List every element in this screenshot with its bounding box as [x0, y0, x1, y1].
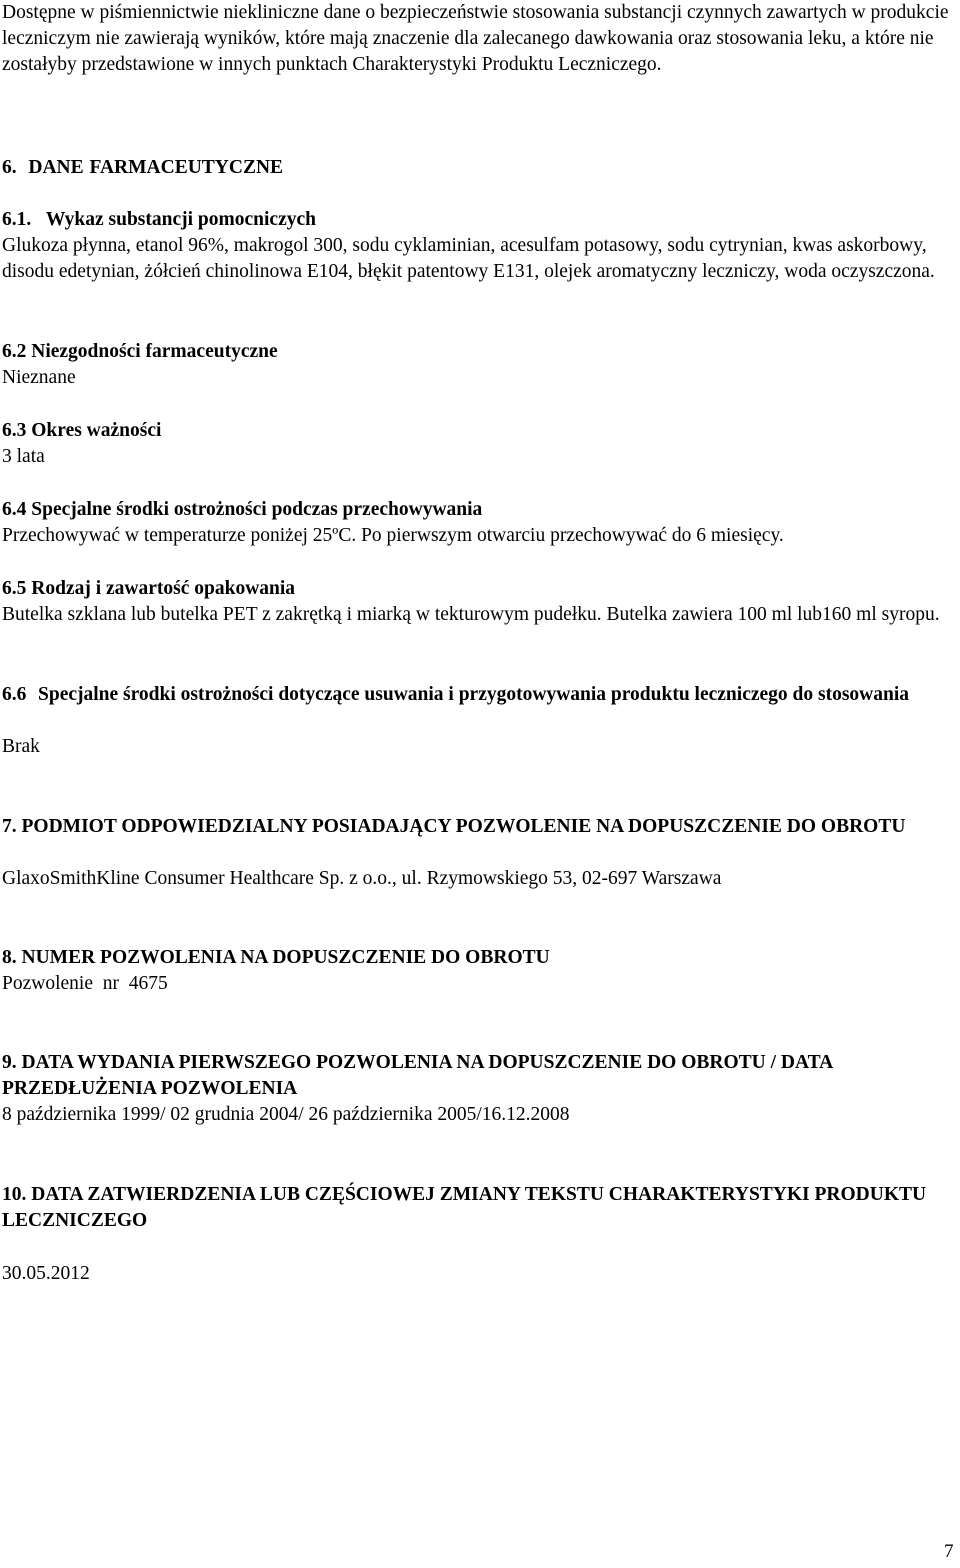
section-6-5-heading: 6.5 Rodzaj i zawartość opakowania — [2, 578, 296, 599]
section-8-body: Pozwolenie nr 4675 — [2, 973, 168, 994]
section-10-body: 30.05.2012 — [2, 1263, 90, 1284]
section-6-2-heading: 6.2 Niezgodności farmaceutyczne — [2, 341, 278, 362]
section-6-5-body: Butelka szklana lub butelka PET z zakrętką i miarką w tekturowym pudełku. Butelka zawiera 100 ml lub160 ml syropu. — [2, 604, 940, 625]
section-6-6-body: Brak — [2, 736, 40, 757]
section-9-heading: 9. DATA WYDANIA PIERWSZEGO POZWOLENIA NA DOPUSZCZENIE DO OBROTU / DATA PRZEDŁUŻENIA POZWOLENIA — [2, 1052, 833, 1099]
section-6-number: 6. — [2, 157, 17, 178]
section-6-heading — [2, 155, 958, 181]
section-6-6-heading — [2, 682, 958, 708]
section-6-4-heading: 6.4 Specjalne środki ostrożności podczas przechowywania — [2, 499, 483, 520]
section-6-3-heading: 6.3 Okres ważności — [2, 420, 162, 441]
section-6-6-number: 6.6 — [2, 684, 27, 705]
section-6-4-body: Przechowywać w temperaturze poniżej 25ºC. Po pierwszym otwarciu przechowywać do 6 miesięcy. — [2, 525, 784, 546]
section-6-1-body: Glukoza płynna, etanol 96%, makrogol 300, sodu cyklaminian, acesulfam potasowy, sodu cytrynian, kwas askorbowy, disodu edetynian, żółcień chinolinowa E104, błękit patentowy E131, olejek aromatyczny leczniczy, woda oczyszczona. — [2, 235, 935, 282]
section-8-heading: 8. NUMER POZWOLENIA NA DOPUSZCZENIE DO OBROTU — [2, 947, 550, 968]
section-6-6-title: Specjalne środki ostrożności dotyczące usuwania i przygotowywania produktu leczniczego do stosowania — [38, 684, 910, 705]
section-6-title: DANE FARMACEUTYCZNE — [28, 157, 284, 178]
section-6-2-body: Nieznane — [2, 367, 76, 388]
intro-paragraph: Dostępne w piśmiennictwie niekliniczne dane o bezpieczeństwie stosowania substancji czynnych zawartych w produkcie leczniczym nie zawierają wyników, które mają znaczenie dla zalecanego dawkowania oraz stosowania leku, a które nie zostałyby przedstawione w innych punktach Charakterystyki Produktu Leczniczego. — [2, 2, 949, 75]
page-number: 7 — [944, 1541, 954, 1562]
section-7-body: GlaxoSmithKline Consumer Healthcare Sp. z o.o., ul. Rzymowskiego 53, 02-697 Warszawa — [2, 868, 722, 889]
section-7-heading: 7. PODMIOT ODPOWIEDZIALNY POSIADAJĄCY POZWOLENIE NA DOPUSZCZENIE DO OBROTU — [2, 816, 906, 837]
section-6-1-heading — [2, 207, 958, 233]
section-6-3-body: 3 lata — [2, 446, 45, 467]
section-6-1-number: 6.1. — [2, 209, 32, 230]
section-10-heading: 10. DATA ZATWIERDZENIA LUB CZĘŚCIOWEJ ZMIANY TEKSTU CHARAKTERYSTYKI PRODUKTU LECZNICZEGO — [2, 1184, 927, 1231]
section-9-body: 8 października 1999/ 02 grudnia 2004/ 26 października 2005/16.12.2008 — [2, 1104, 570, 1125]
section-6-1-title: Wykaz substancji pomocniczych — [45, 209, 316, 230]
